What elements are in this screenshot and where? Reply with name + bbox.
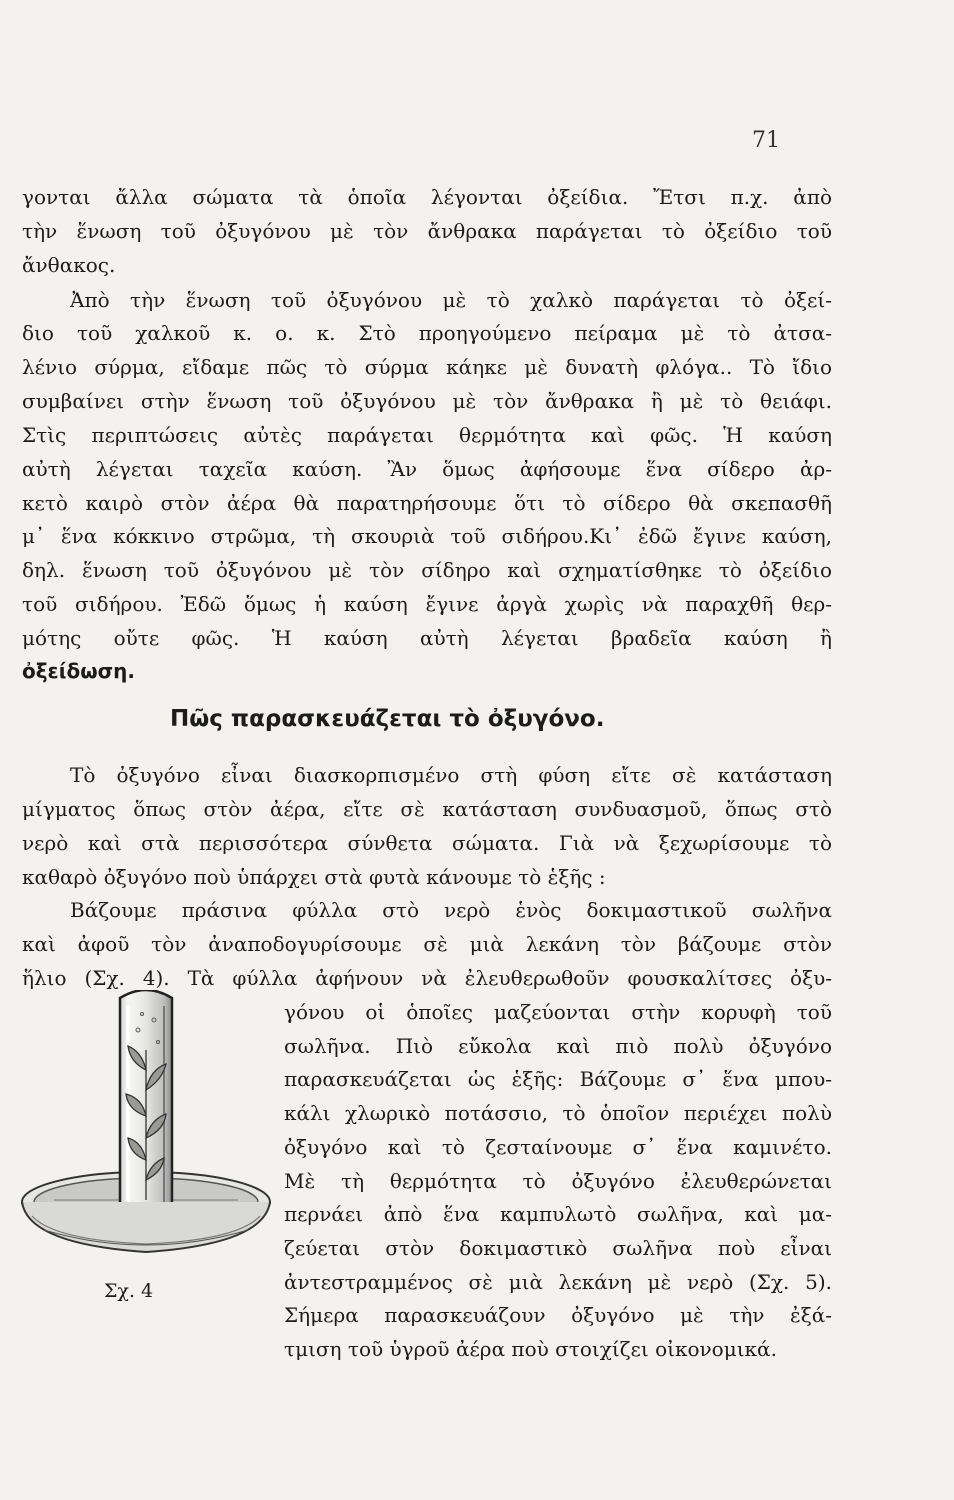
text-line: παρασκευάζεται ὡς ἑξῆς: Βάζουμε σ᾽ ἕνα μπου- xyxy=(284,1067,832,1091)
section-heading: Πῶς παρασκευάζεται τὸ ὀξυγόνο. xyxy=(170,706,605,732)
text-line: Τὸ ὀξυγόνο εἶναι διασκορπισμένο στὴ φύση εἴτε σὲ κατάσταση xyxy=(70,763,832,787)
text-line: περνάει ἀπὸ ἕνα καμπυλωτὸ σωλῆνα, καὶ μα- xyxy=(284,1202,832,1226)
text-line: δηλ. ἕνωση τοῦ ὀξυγόνου μὲ τὸν σίδηρο καὶ σχηματίσθηκε τὸ ὀξείδιο xyxy=(22,558,832,582)
text-line: Μὲ τὴ θερμότητα τὸ ὀξυγόνο ἐλευθερώνεται xyxy=(284,1169,832,1193)
text-line: συμβαίνει στὴν ἕνωση τοῦ ὀξυγόνου μὲ τὸν ἄνθρακα ἢ μὲ τὸ θειάφι. xyxy=(22,389,832,413)
text-line: καὶ ἀφοῦ τὸν ἀναποδογυρίσουμε σὲ μιὰ λεκάνη τὸν βάζουμε στὸν xyxy=(22,932,832,956)
text-line: ὀξείδωση. xyxy=(22,659,136,683)
text-line: λένιο σύρμα, εἴδαμε πῶς τὸ σύρμα κάηκε μὲ δυνατὴ φλόγα.. Τὸ ἴδιο xyxy=(22,355,832,379)
text-line: γόνου οἱ ὁποῖες μαζεύονται στὴν κορυφὴ τοῦ xyxy=(284,1000,832,1024)
text-line: τὴν ἕνωση τοῦ ὀξυγόνου μὲ τὸν ἄνθρακα παράγεται τὸ ὀξείδιο τοῦ xyxy=(22,219,832,243)
text-line: γονται ἄλλα σώματα τὰ ὁποῖα λέγονται ὀξείδια. Ἔτσι π.χ. ἀπὸ xyxy=(22,185,832,209)
text-line: τμιση τοῦ ὑγροῦ ἀέρα ποὺ στοιχίζει οἰκονομικά. xyxy=(284,1337,777,1361)
text-line: κετὸ καιρὸ στὸν ἀέρα θὰ παρατηρήσουμε ὅτι τὸ σίδερο θὰ σκεπασθῆ xyxy=(22,491,832,515)
text-line: διο τοῦ χαλκοῦ κ. ο. κ. Στὸ προηγούμενο πείραμα μὲ τὸ ἀτσα- xyxy=(22,321,832,345)
text-line: μότης οὔτε φῶς. Ἡ καύση αὐτὴ λέγεται βραδεῖα καύση ἢ xyxy=(22,626,832,650)
text-line: τοῦ σιδήρου. Ἐδῶ ὅμως ἡ καύση ἔγινε ἀργὰ χωρὶς νὰ παραχθῆ θερ- xyxy=(22,592,832,616)
text-line: ζεύεται στὸν δοκιμαστικὸ σωλῆνα ποὺ εἶναι xyxy=(284,1236,832,1260)
text-line: Βάζουμε πράσινα φύλλα στὸ νερὸ ἑνὸς δοκιμαστικοῦ σωλῆνα xyxy=(70,898,832,922)
text-line: Σήμερα παρασκευάζουν ὀξυγόνο μὲ τὴν ἐξά- xyxy=(284,1303,832,1327)
text-line: ἀντεστραμμένος σὲ μιὰ λεκάνη μὲ νερὸ (Σχ. 5). xyxy=(284,1270,832,1294)
text-line: Ἀπὸ τὴν ἕνωση τοῦ ὀξυγόνου μὲ τὸ χαλκὸ παράγεται τὸ ὀξεί- xyxy=(70,288,832,312)
page-number: 71 xyxy=(752,128,780,153)
text-line: νερὸ καὶ στὰ περισσότερα σύνθετα σώματα. Γιὰ νὰ ξεχωρίσουμε τὸ xyxy=(22,831,832,855)
text-line: ἥλιο (Σχ. 4). Τὰ φύλλα ἀφήνουν νὰ ἐλευθερωθοῦν φουσκαλίτσες ὀξυ- xyxy=(22,966,832,990)
text-line: καθαρὸ ὀξυγόνο ποὺ ὑπάρχει στὰ φυτὰ κάνουμε τὸ ἑξῆς : xyxy=(22,865,606,889)
text-line: αὐτὴ λέγεται ταχεῖα καύση. Ἂν ὅμως ἀφήσουμε ἕνα σίδερο ἀρ- xyxy=(22,457,832,481)
text-line: σωλῆνα. Πιὸ εὔκολα καὶ πιὸ πολὺ ὀξυγόνο xyxy=(284,1034,832,1058)
text-line: ἄνθακος. xyxy=(22,253,116,277)
test-tube-figure xyxy=(14,990,278,1270)
text-line: Στὶς περιπτώσεις αὐτὲς παράγεται θερμότητα καὶ φῶς. Ἡ καύση xyxy=(22,423,832,447)
text-line: ὀξυγόνο καὶ τὸ ζεσταίνουμε σ᾽ ἕνα καμινέτο. xyxy=(284,1135,832,1159)
text-line: μ᾽ ἕνα κόκκινο στρῶμα, τὴ σκουριὰ τοῦ σιδήρου.Κι᾽ ἐδῶ ἔγινε καύση, xyxy=(22,524,832,548)
text-line: κάλι χλωρικὸ ποτάσσιο, τὸ ὁποῖον περιέχει πολὺ xyxy=(284,1101,832,1125)
text-line: μίγματος ὅπως στὸν ἀέρα, εἴτε σὲ κατάσταση συνδυασμοῦ, ὅπως στὸ xyxy=(22,797,832,821)
figure-caption: Σχ. 4 xyxy=(104,1280,154,1302)
